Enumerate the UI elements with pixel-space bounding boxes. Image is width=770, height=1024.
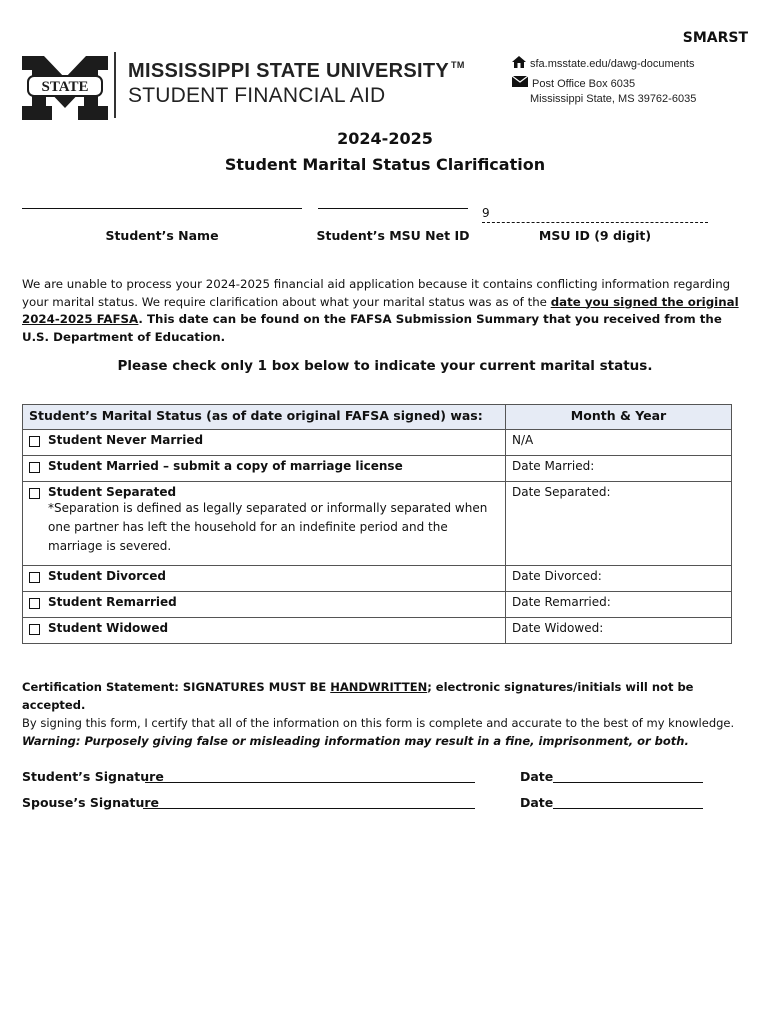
date-cell[interactable]: Date Separated:: [506, 482, 732, 566]
table-row: Student Divorced Date Divorced:: [23, 566, 732, 592]
date-cell[interactable]: Date Remarried:: [506, 592, 732, 618]
student-date-label: Date: [520, 769, 554, 784]
certification-statement: By signing this form, I certify that all of the information on this form is complete and accurate to the best of my knowledge.: [22, 716, 735, 730]
msu-id-field[interactable]: [482, 222, 708, 223]
msu-logo: [22, 56, 108, 124]
net-id-field[interactable]: [318, 208, 468, 209]
header-status: Student’s Marital Status (as of date original FAFSA signed) was:: [23, 405, 506, 430]
intro-paragraph: We are unable to process your 2024-2025 financial aid application because it contains conflicting information regarding your marital status. We require clarification about what your marital status was as of the date you signed the original 2024-2025 FAFSA. This date can be found on the FAFSA Submission Summary that you received from the U.S. Department of Education.: [22, 277, 739, 344]
department-name: STUDENT FINANCIAL AID: [128, 84, 386, 107]
address-line2: Mississippi State, MS 39762-6035: [530, 93, 697, 105]
table-header-row: [23, 405, 732, 430]
address-line1: Post Office Box 6035: [532, 77, 636, 90]
marital-status-table: [22, 404, 732, 644]
logo-divider: [114, 52, 116, 118]
mail-icon: [512, 76, 528, 92]
student-date-field[interactable]: [553, 770, 703, 783]
date-cell[interactable]: N/A: [506, 430, 732, 456]
student-name-label: Student’s Name: [105, 228, 219, 243]
divorced-checkbox[interactable]: [29, 572, 40, 583]
spouse-signature-field[interactable]: [143, 796, 475, 809]
form-code: SMARST: [682, 30, 748, 46]
certification-heading: Certification Statement: SIGNATURES MUST BE HANDWRITTEN; electronic signatures/initials will not be accepted.: [22, 680, 694, 712]
spouse-date-field[interactable]: [553, 796, 703, 809]
spouse-date-label: Date: [520, 795, 554, 810]
table-row: Student Married – submit a copy of marriage license Date Married:: [23, 456, 732, 482]
table-row: Student Separated *Separation is defined as legally separated or informally separated when one partner has left the household for an indefinite period and the marriage is severed. Date Separated:: [23, 482, 732, 566]
form-year: 2024-2025: [337, 129, 433, 148]
married-checkbox[interactable]: [29, 462, 40, 473]
logo-text: STATE: [41, 79, 89, 95]
widowed-checkbox[interactable]: [29, 624, 40, 635]
student-name-field[interactable]: [22, 208, 302, 209]
header-date: Month & Year: [506, 405, 732, 430]
date-cell[interactable]: Date Divorced:: [506, 566, 732, 592]
university-name: MISSISSIPPI STATE UNIVERSITY ™: [128, 60, 465, 82]
form-name: Student Marital Status Clarification: [224, 155, 546, 174]
spouse-signature-label: Spouse’s Signature: [22, 795, 159, 810]
table-row: Student Remarried Date Remarried:: [23, 592, 732, 618]
instruction: Please check only 1 box below to indicate your current marital status.: [117, 358, 653, 374]
net-id-label: Student’s MSU Net ID: [316, 228, 470, 243]
table-row: Student Widowed Date Widowed:: [23, 618, 732, 644]
home-icon: [512, 56, 526, 73]
website-link[interactable]: sfa.msstate.edu/dawg-documents: [530, 58, 695, 70]
separated-checkbox[interactable]: [29, 488, 40, 499]
certification: [22, 678, 752, 750]
certification-warning: Warning: Purposely giving false or misleading information may result in a fine, imprisonment, or both.: [22, 734, 689, 748]
date-cell[interactable]: Date Widowed:: [506, 618, 732, 644]
date-cell[interactable]: Date Married:: [506, 456, 732, 482]
table-row: Student Never Married N/A: [23, 430, 732, 456]
never-married-checkbox[interactable]: [29, 436, 40, 447]
student-signature-label: Student’s Signature: [22, 769, 164, 784]
separation-note: *Separation is defined as legally separated or informally separated when one partner has left the household for an indefinite period and the marriage is severed.: [48, 501, 488, 553]
contact-info: [512, 56, 696, 107]
student-signature-field[interactable]: [145, 770, 475, 783]
msu-id-label: MSU ID (9 digit): [538, 228, 652, 243]
msu-id-prefix: 9: [482, 206, 490, 220]
form-title: [0, 126, 770, 178]
remarried-checkbox[interactable]: [29, 598, 40, 609]
